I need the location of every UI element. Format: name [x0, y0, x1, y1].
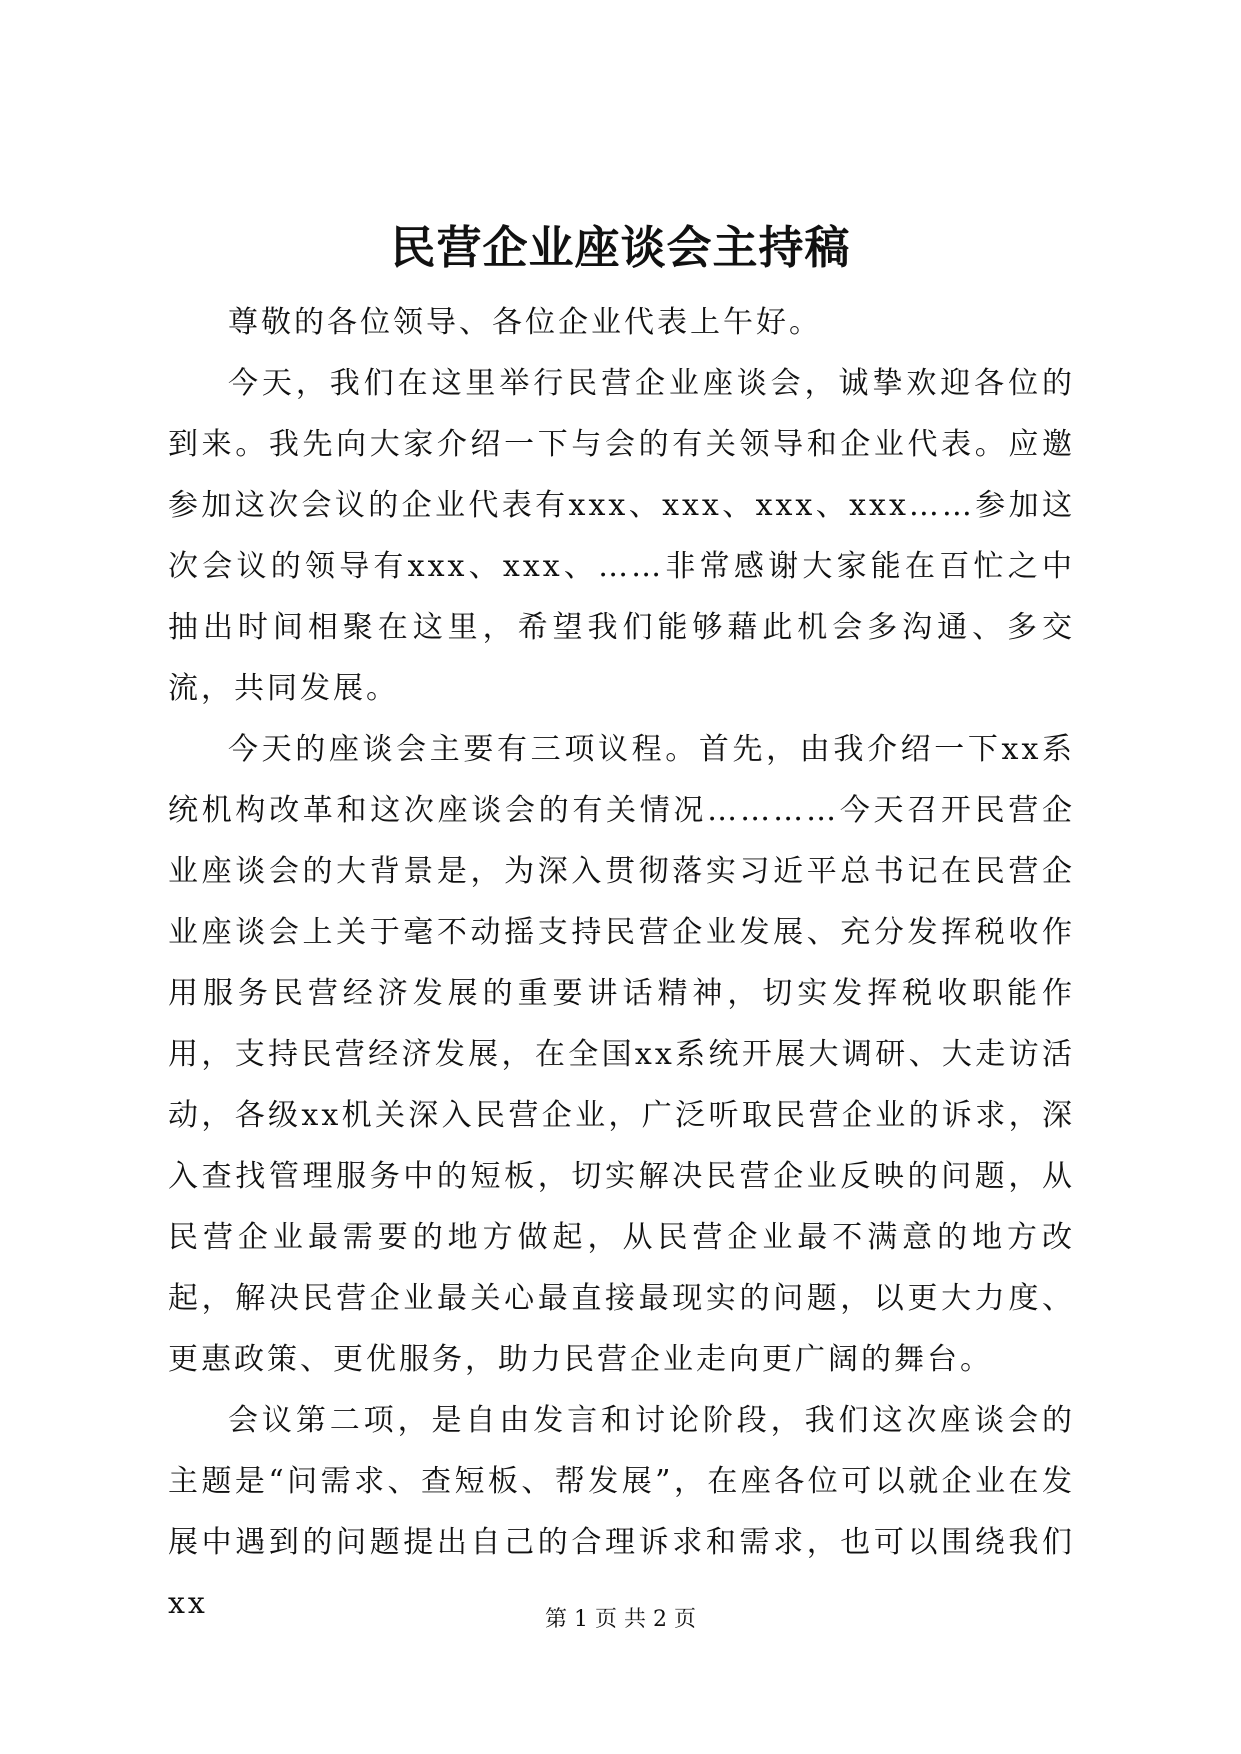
page-number-footer: 第 1 页 共 2 页: [545, 1607, 696, 1632]
paragraph-greeting: 尊敬的各位领导、各位企业代表上午好。: [228, 305, 822, 340]
document-title: 民营企业座谈会主持稿: [390, 221, 851, 274]
paragraph-agenda: 今天的座谈会主要有三项议程。首先，由我介绍一下xx系统机构改革和这次座谈会的有关情况…………今天召开民营企业座谈会的大背景是，为深入贯彻落实习近平总书记在民营企业座谈会上关于毫不动摇支持民营企业发展、充分发挥税收作用服务民营经济发展的重要讲话精神，切实发挥税收职能作用，支持民营经济发展，在全国xx系统开展大调研、大走访活动，各级xx机关深入民营企业，广泛听取民营企业的诉求，深入查找管理服务中的短板，切实解决民营企业反映的问题，从民营企业最需要的地方做起，从民营企业最不满意的地方改起，解决民营企业最关心最直接最现实的问题，以更大力度、更惠政策、更优服务，助力民营企业走向更广阔的舞台。: [168, 732, 1075, 1377]
paragraph-discussion: 会议第二项，是自由发言和讨论阶段，我们这次座谈会的主题是“问需求、查短板、帮发展”，在座各位可以就企业在发展中遇到的问题提出自己的合理诉求和需求，也可以围绕我们xx: [168, 1403, 1075, 1621]
paragraph-introduction: 今天，我们在这里举行民营企业座谈会，诚挚欢迎各位的到来。我先向大家介绍一下与会的有关领导和企业代表。应邀参加这次会议的企业代表有xxx、xxx、xxx、xxx……参加这次会议的领导有xxx、xxx、……非常感谢大家能在百忙之中抽出时间相聚在这里，希望我们能够藉此机会多沟通、多交流，共同发展。: [168, 366, 1075, 706]
document-body: [168, 292, 1075, 1634]
